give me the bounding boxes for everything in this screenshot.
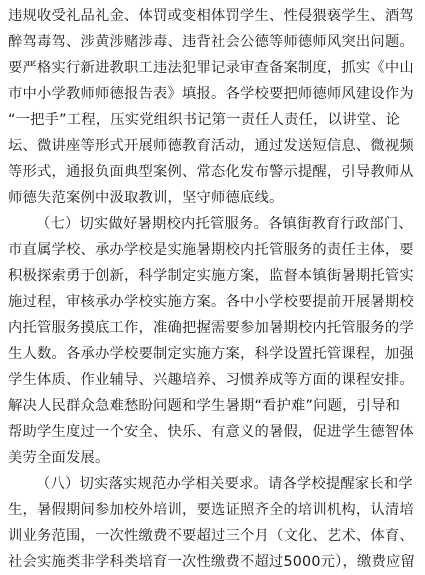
text-line: 积极探索勇于创新，科学制定实施方案，监督本镇街暑期托管实: [8, 268, 414, 284]
text-line: 违规收受礼品礼金、体罚或变相体罚学生、性侵猥亵学生、酒驾: [8, 8, 414, 24]
text-line: 训业务范围，一次性缴费不要超过三个月（文化、艺术、体育、: [8, 528, 414, 544]
text-line: 坛、微讲座等形式开展师德教育活动，通过发送短信息、微视频: [8, 138, 414, 154]
text-line: 帮助学生度过一个安全、快乐、有意义的暑假，促进学生德智体: [8, 424, 414, 440]
text-line: 学生体质、作业辅导、兴趣培养、习惯养成等方面的课程安排。: [8, 372, 414, 388]
text-line: “一把手”工程，压实党组织书记第一责任人责任，以讲堂、论: [8, 112, 401, 128]
text-line: 施过程，审核承办学校实施方案。各中小学校要提前开展暑期校: [8, 294, 414, 310]
text-line: 社会实施类非学科类培育一次性缴费不超过5000元），缴费应留: [8, 554, 415, 570]
text-line: 内托管服务摸底工作，准确把握需要参加暑期校内托管服务的学: [8, 320, 414, 336]
text-line: 醉驾毒驾、涉黄涉赌涉毒、违背社会公德等师德师风突出问题。: [8, 34, 414, 50]
text-line: 师德失范案例中汲取教训，坚守师德底线。: [8, 190, 284, 206]
section-heading-7: （七）切实做好暑期校内托管服务。各镇街教育行政部门、: [36, 216, 413, 232]
section-heading-8: （八）切实落实规范办学相关要求。请各学校提醒家长和学: [36, 476, 413, 492]
text-line: 市直属学校、承办学校是实施暑期校内托管服务的责任主体，要: [8, 242, 414, 258]
text-line: 要严格实行新进教职工违法犯罪记录审查备案制度，抓实《中山: [8, 60, 414, 76]
text-line: 美劳全面发展。: [8, 450, 110, 466]
text-line: 等形式，通报负面典型案例、常态化发布警示提醒，引导教师从: [8, 164, 414, 180]
text-line: 生，暑假期间参加校外培训，要选证照齐全的培训机构，认清培: [8, 502, 414, 518]
text-line: 生人数。各承办学校要制定实施方案，科学设置托管课程，加强: [8, 346, 414, 362]
text-line: 解决人民群众急难愁盼问题和学生暑期“看护难”问题，引导和: [8, 398, 401, 414]
text-line: 市中小学教师师德报告表》填报。各学校要把师德师风建设作为: [8, 86, 414, 102]
